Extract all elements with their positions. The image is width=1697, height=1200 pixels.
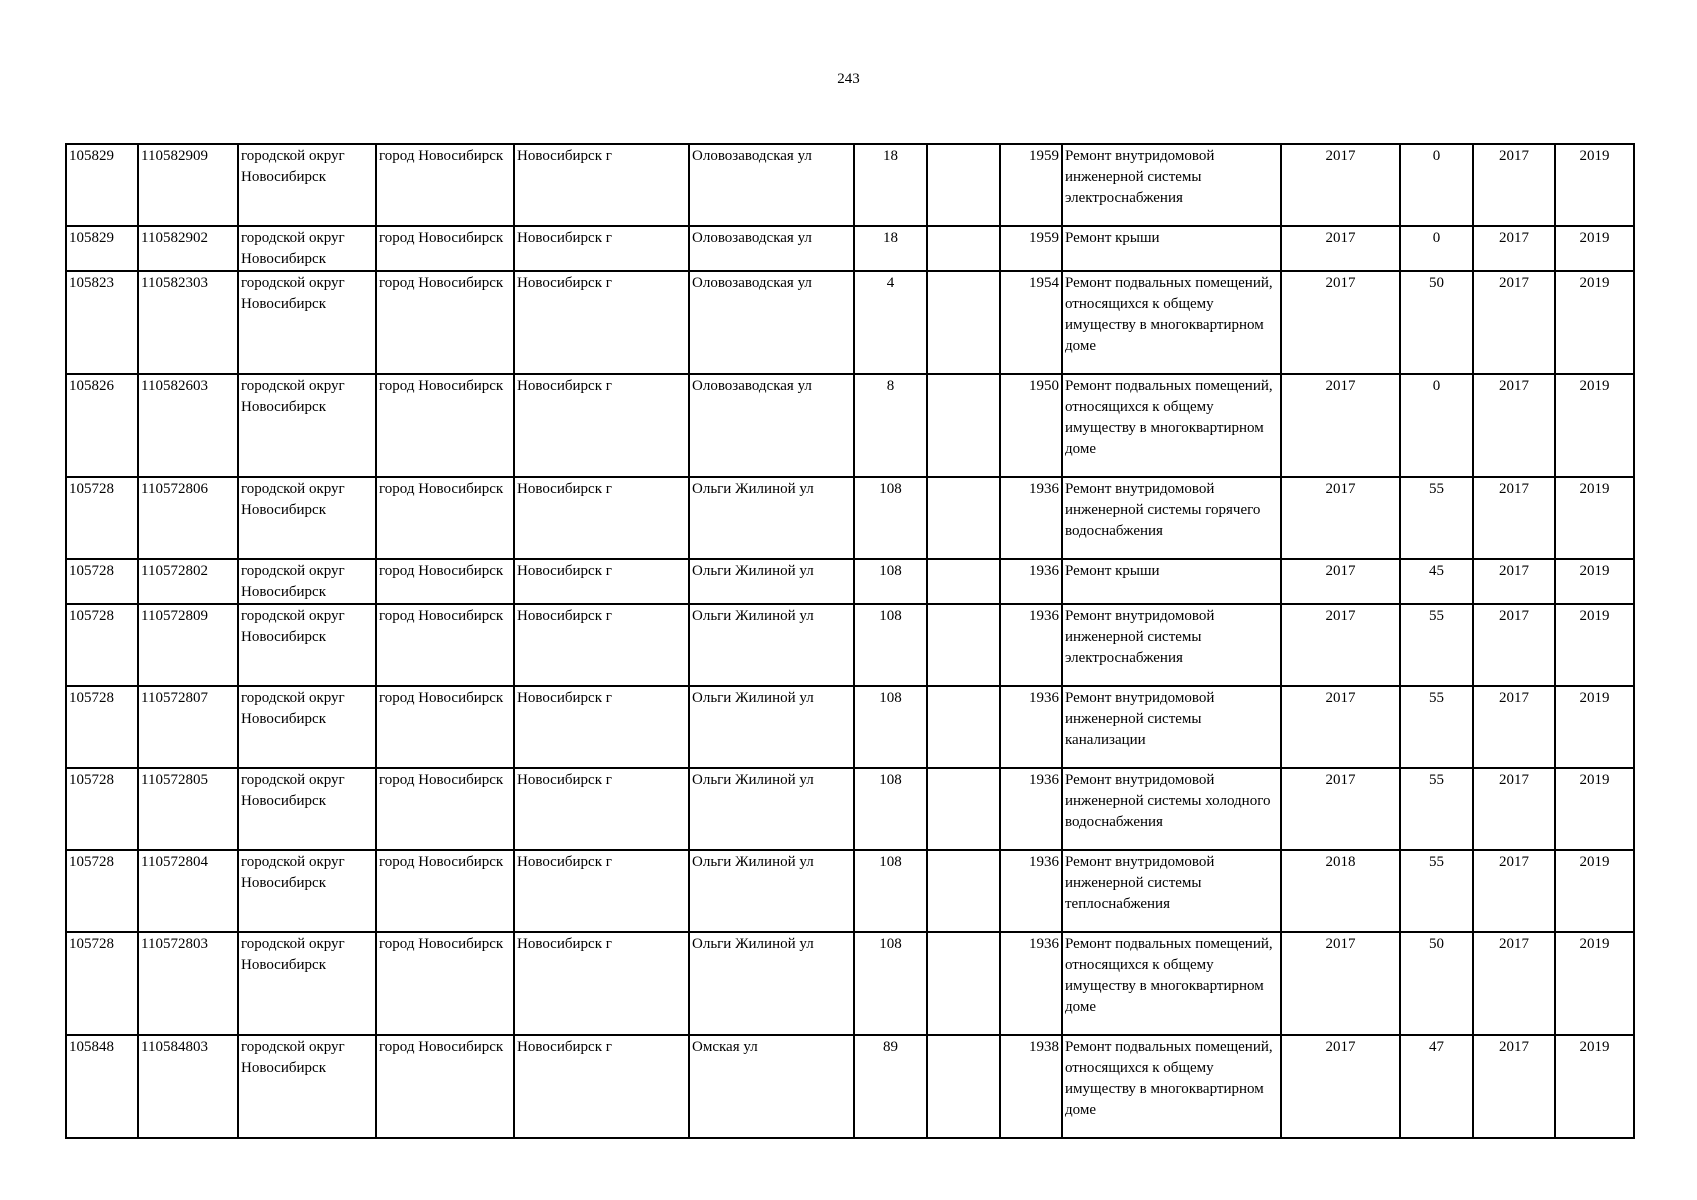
house-id-cell: 105829 [66, 144, 138, 226]
settlement-cell: город Новосибирск [376, 559, 514, 604]
plan-year-cell: 2017 [1281, 477, 1400, 559]
district-cell: городской округ Новосибирск [238, 686, 376, 768]
wear-percent-cell: 50 [1400, 932, 1473, 1035]
street-cell: Оловозаводская ул [689, 144, 854, 226]
district-cell: городской округ Новосибирск [238, 374, 376, 477]
work-type-cell: Ремонт подвальных помещений, относящихся к общему имуществу в многоквартирном доме [1062, 932, 1281, 1035]
district-cell: городской округ Новосибирск [238, 144, 376, 226]
period-start-cell: 2017 [1473, 932, 1555, 1035]
plan-year-cell: 2017 [1281, 768, 1400, 850]
house-number-cell: 108 [854, 686, 927, 768]
district-cell: городской округ Новосибирск [238, 604, 376, 686]
street-cell: Омская ул [689, 1035, 854, 1138]
house-id-cell: 105728 [66, 686, 138, 768]
house-id-cell: 105728 [66, 850, 138, 932]
settlement-cell: город Новосибирск [376, 477, 514, 559]
street-cell: Ольги Жилиной ул [689, 686, 854, 768]
city-cell: Новосибирск г [514, 271, 689, 374]
plan-year-cell: 2017 [1281, 1035, 1400, 1138]
city-cell: Новосибирск г [514, 374, 689, 477]
house-id-cell: 105829 [66, 226, 138, 271]
city-cell: Новосибирск г [514, 686, 689, 768]
house-number-cell: 4 [854, 271, 927, 374]
period-end-cell: 2019 [1555, 226, 1634, 271]
table-row [66, 932, 1634, 1035]
work-type-cell: Ремонт внутридомовой инженерной системы электроснабжения [1062, 144, 1281, 226]
house-id-cell: 105728 [66, 477, 138, 559]
house-id-cell: 105728 [66, 604, 138, 686]
building-cell [927, 768, 1000, 850]
wear-percent-cell: 55 [1400, 477, 1473, 559]
wear-percent-cell: 55 [1400, 686, 1473, 768]
house-number-cell: 108 [854, 768, 927, 850]
period-end-cell: 2019 [1555, 1035, 1634, 1138]
build-year-cell: 1959 [1000, 226, 1062, 271]
table-row [66, 226, 1634, 271]
building-cell [927, 144, 1000, 226]
house-number-cell: 108 [854, 932, 927, 1035]
build-year-cell: 1959 [1000, 144, 1062, 226]
work-type-cell: Ремонт крыши [1062, 559, 1281, 604]
city-cell: Новосибирск г [514, 1035, 689, 1138]
wear-percent-cell: 0 [1400, 226, 1473, 271]
settlement-cell: город Новосибирск [376, 374, 514, 477]
house-number-cell: 89 [854, 1035, 927, 1138]
settlement-cell: город Новосибирск [376, 850, 514, 932]
work-type-cell: Ремонт крыши [1062, 226, 1281, 271]
table-row [66, 477, 1634, 559]
table-row [66, 559, 1634, 604]
period-end-cell: 2019 [1555, 477, 1634, 559]
city-cell: Новосибирск г [514, 850, 689, 932]
period-start-cell: 2017 [1473, 477, 1555, 559]
house-id-cell: 105848 [66, 1035, 138, 1138]
building-cell [927, 559, 1000, 604]
district-cell: городской округ Новосибирск [238, 768, 376, 850]
street-cell: Ольги Жилиной ул [689, 604, 854, 686]
house-number-cell: 18 [854, 144, 927, 226]
plan-year-cell: 2017 [1281, 144, 1400, 226]
period-start-cell: 2017 [1473, 271, 1555, 374]
plan-year-cell: 2017 [1281, 932, 1400, 1035]
build-year-cell: 1936 [1000, 768, 1062, 850]
period-end-cell: 2019 [1555, 271, 1634, 374]
district-cell: городской округ Новосибирск [238, 1035, 376, 1138]
building-cell [927, 686, 1000, 768]
house-number-cell: 108 [854, 604, 927, 686]
build-year-cell: 1936 [1000, 477, 1062, 559]
settlement-cell: город Новосибирск [376, 226, 514, 271]
period-start-cell: 2017 [1473, 226, 1555, 271]
wear-percent-cell: 55 [1400, 768, 1473, 850]
settlement-cell: город Новосибирск [376, 1035, 514, 1138]
period-start-cell: 2017 [1473, 686, 1555, 768]
period-end-cell: 2019 [1555, 686, 1634, 768]
city-cell: Новосибирск г [514, 604, 689, 686]
work-id-cell: 110572807 [138, 686, 238, 768]
wear-percent-cell: 55 [1400, 850, 1473, 932]
city-cell: Новосибирск г [514, 144, 689, 226]
work-id-cell: 110582902 [138, 226, 238, 271]
building-cell [927, 374, 1000, 477]
street-cell: Оловозаводская ул [689, 374, 854, 477]
work-type-cell: Ремонт внутридомовой инженерной системы холодного водоснабжения [1062, 768, 1281, 850]
house-id-cell: 105728 [66, 932, 138, 1035]
work-id-cell: 110582603 [138, 374, 238, 477]
house-id-cell: 105823 [66, 271, 138, 374]
wear-percent-cell: 45 [1400, 559, 1473, 604]
work-type-cell: Ремонт подвальных помещений, относящихся к общему имуществу в многоквартирном доме [1062, 374, 1281, 477]
district-cell: городской округ Новосибирск [238, 850, 376, 932]
plan-year-cell: 2017 [1281, 559, 1400, 604]
table-row [66, 271, 1634, 374]
street-cell: Оловозаводская ул [689, 226, 854, 271]
work-type-cell: Ремонт внутридомовой инженерной системы канализации [1062, 686, 1281, 768]
work-id-cell: 110582303 [138, 271, 238, 374]
table-row [66, 686, 1634, 768]
street-cell: Ольги Жилиной ул [689, 477, 854, 559]
wear-percent-cell: 47 [1400, 1035, 1473, 1138]
house-number-cell: 8 [854, 374, 927, 477]
work-id-cell: 110572806 [138, 477, 238, 559]
district-cell: городской округ Новосибирск [238, 559, 376, 604]
house-number-cell: 108 [854, 559, 927, 604]
period-end-cell: 2019 [1555, 374, 1634, 477]
period-start-cell: 2017 [1473, 768, 1555, 850]
house-number-cell: 108 [854, 850, 927, 932]
plan-year-cell: 2017 [1281, 271, 1400, 374]
table-row [66, 768, 1634, 850]
period-start-cell: 2017 [1473, 374, 1555, 477]
work-id-cell: 110572805 [138, 768, 238, 850]
building-cell [927, 932, 1000, 1035]
street-cell: Оловозаводская ул [689, 271, 854, 374]
page-number: 243 [837, 71, 860, 87]
build-year-cell: 1936 [1000, 850, 1062, 932]
build-year-cell: 1936 [1000, 932, 1062, 1035]
work-type-cell: Ремонт внутридомовой инженерной системы электроснабжения [1062, 604, 1281, 686]
building-cell [927, 226, 1000, 271]
building-cell [927, 1035, 1000, 1138]
settlement-cell: город Новосибирск [376, 768, 514, 850]
building-cell [927, 604, 1000, 686]
build-year-cell: 1936 [1000, 686, 1062, 768]
house-number-cell: 108 [854, 477, 927, 559]
house-id-cell: 105826 [66, 374, 138, 477]
settlement-cell: город Новосибирск [376, 604, 514, 686]
table-row [66, 144, 1634, 226]
plan-year-cell: 2018 [1281, 850, 1400, 932]
building-cell [927, 477, 1000, 559]
settlement-cell: город Новосибирск [376, 144, 514, 226]
repair-schedule-table [65, 143, 1635, 1139]
build-year-cell: 1938 [1000, 1035, 1062, 1138]
wear-percent-cell: 50 [1400, 271, 1473, 374]
building-cell [927, 850, 1000, 932]
house-id-cell: 105728 [66, 768, 138, 850]
table-row [66, 1035, 1634, 1138]
building-cell [927, 271, 1000, 374]
plan-year-cell: 2017 [1281, 604, 1400, 686]
period-end-cell: 2019 [1555, 850, 1634, 932]
period-start-cell: 2017 [1473, 1035, 1555, 1138]
build-year-cell: 1954 [1000, 271, 1062, 374]
district-cell: городской округ Новосибирск [238, 226, 376, 271]
period-end-cell: 2019 [1555, 559, 1634, 604]
street-cell: Ольги Жилиной ул [689, 932, 854, 1035]
city-cell: Новосибирск г [514, 768, 689, 850]
work-id-cell: 110584803 [138, 1035, 238, 1138]
period-start-cell: 2017 [1473, 144, 1555, 226]
work-type-cell: Ремонт подвальных помещений, относящихся к общему имуществу в многоквартирном доме [1062, 1035, 1281, 1138]
settlement-cell: город Новосибирск [376, 932, 514, 1035]
street-cell: Ольги Жилиной ул [689, 559, 854, 604]
build-year-cell: 1936 [1000, 604, 1062, 686]
work-id-cell: 110572802 [138, 559, 238, 604]
wear-percent-cell: 55 [1400, 604, 1473, 686]
wear-percent-cell: 0 [1400, 374, 1473, 477]
district-cell: городской округ Новосибирск [238, 477, 376, 559]
work-type-cell: Ремонт внутридомовой инженерной системы горячего водоснабжения [1062, 477, 1281, 559]
city-cell: Новосибирск г [514, 559, 689, 604]
street-cell: Ольги Жилиной ул [689, 768, 854, 850]
district-cell: городской округ Новосибирск [238, 271, 376, 374]
house-id-cell: 105728 [66, 559, 138, 604]
period-end-cell: 2019 [1555, 144, 1634, 226]
build-year-cell: 1936 [1000, 559, 1062, 604]
district-cell: городской округ Новосибирск [238, 932, 376, 1035]
period-start-cell: 2017 [1473, 850, 1555, 932]
settlement-cell: город Новосибирск [376, 686, 514, 768]
street-cell: Ольги Жилиной ул [689, 850, 854, 932]
city-cell: Новосибирск г [514, 477, 689, 559]
work-type-cell: Ремонт внутридомовой инженерной системы теплоснабжения [1062, 850, 1281, 932]
work-id-cell: 110572803 [138, 932, 238, 1035]
build-year-cell: 1950 [1000, 374, 1062, 477]
plan-year-cell: 2017 [1281, 374, 1400, 477]
wear-percent-cell: 0 [1400, 144, 1473, 226]
period-end-cell: 2019 [1555, 932, 1634, 1035]
table-row [66, 604, 1634, 686]
table-row [66, 850, 1634, 932]
table-row [66, 374, 1634, 477]
period-end-cell: 2019 [1555, 768, 1634, 850]
plan-year-cell: 2017 [1281, 226, 1400, 271]
work-id-cell: 110572804 [138, 850, 238, 932]
settlement-cell: город Новосибирск [376, 271, 514, 374]
work-type-cell: Ремонт подвальных помещений, относящихся к общему имуществу в многоквартирном доме [1062, 271, 1281, 374]
work-id-cell: 110572809 [138, 604, 238, 686]
period-start-cell: 2017 [1473, 559, 1555, 604]
period-start-cell: 2017 [1473, 604, 1555, 686]
plan-year-cell: 2017 [1281, 686, 1400, 768]
period-end-cell: 2019 [1555, 604, 1634, 686]
house-number-cell: 18 [854, 226, 927, 271]
work-id-cell: 110582909 [138, 144, 238, 226]
city-cell: Новосибирск г [514, 932, 689, 1035]
city-cell: Новосибирск г [514, 226, 689, 271]
